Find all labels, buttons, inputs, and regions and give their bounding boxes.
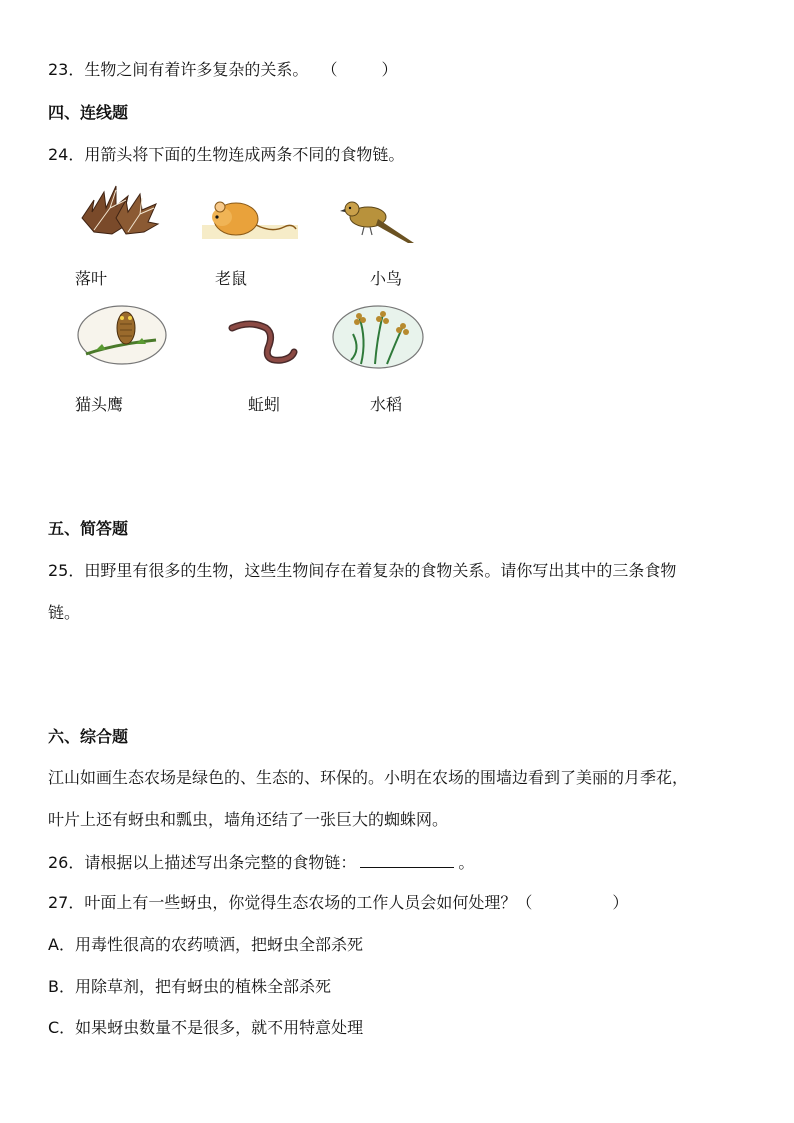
section-5-title: 五、简答题 <box>48 519 129 538</box>
question-26 <box>48 851 474 874</box>
owl-icon <box>76 304 168 370</box>
question-25-line-1: 25．田野里有很多的生物，这些生物间存在着复杂的食物关系。请你写出其中的三条食物 <box>48 561 677 580</box>
organism-label-bird: 小鸟 <box>370 269 403 288</box>
organism-label-mouse: 老鼠 <box>215 269 248 288</box>
answer-blank-26[interactable] <box>360 851 454 868</box>
option-a[interactable]: A．用毒性很高的农药喷洒，把蚜虫全部杀死 <box>48 935 363 954</box>
passage-line-2: 叶片上还有蚜虫和瓢虫，墙角还结了一张巨大的蜘蛛网。 <box>48 810 449 829</box>
question-26-end: 。 <box>458 853 475 872</box>
question-23-text: 23．生物之间有着许多复杂的关系。 <box>48 60 309 79</box>
mouse-icon <box>200 195 300 249</box>
answer-paren-open: （ <box>321 60 338 79</box>
earthworm-icon <box>226 318 298 372</box>
organism-label-fallen-leaves: 落叶 <box>75 269 108 288</box>
question-27-close: ） <box>612 893 629 912</box>
question-27 <box>48 892 628 914</box>
question-27-text: 27．叶面上有一些蚜虫，你觉得生态农场的工作人员会如何处理？（ <box>48 893 533 912</box>
option-c[interactable]: C．如果蚜虫数量不是很多，就不用特意处理 <box>48 1018 364 1037</box>
fallen-leaves-icon <box>76 178 164 246</box>
question-23 <box>48 59 398 81</box>
section-6-title: 六、综合题 <box>48 727 129 746</box>
organism-label-rice: 水稻 <box>370 395 403 414</box>
small-bird-icon <box>338 193 418 253</box>
section-4-title: 四、连线题 <box>48 103 129 122</box>
passage-line-1: 江山如画生态农场是绿色的、生态的、环保的。小明在农场的围墙边看到了美丽的月季花， <box>48 768 689 787</box>
answer-paren-close: ） <box>381 60 398 79</box>
rice-plant-icon <box>331 304 425 374</box>
option-b[interactable]: B．用除草剂，把有蚜虫的植株全部杀死 <box>48 977 331 996</box>
organism-label-owl: 猫头鹰 <box>75 395 124 414</box>
question-26-text: 26．请根据以上描述写出条完整的食物链： <box>48 853 357 872</box>
question-24: 24．用箭头将下面的生物连成两条不同的食物链。 <box>48 145 405 164</box>
question-25-line-2: 链。 <box>48 603 81 622</box>
organism-label-earthworm: 蚯蚓 <box>248 395 281 414</box>
